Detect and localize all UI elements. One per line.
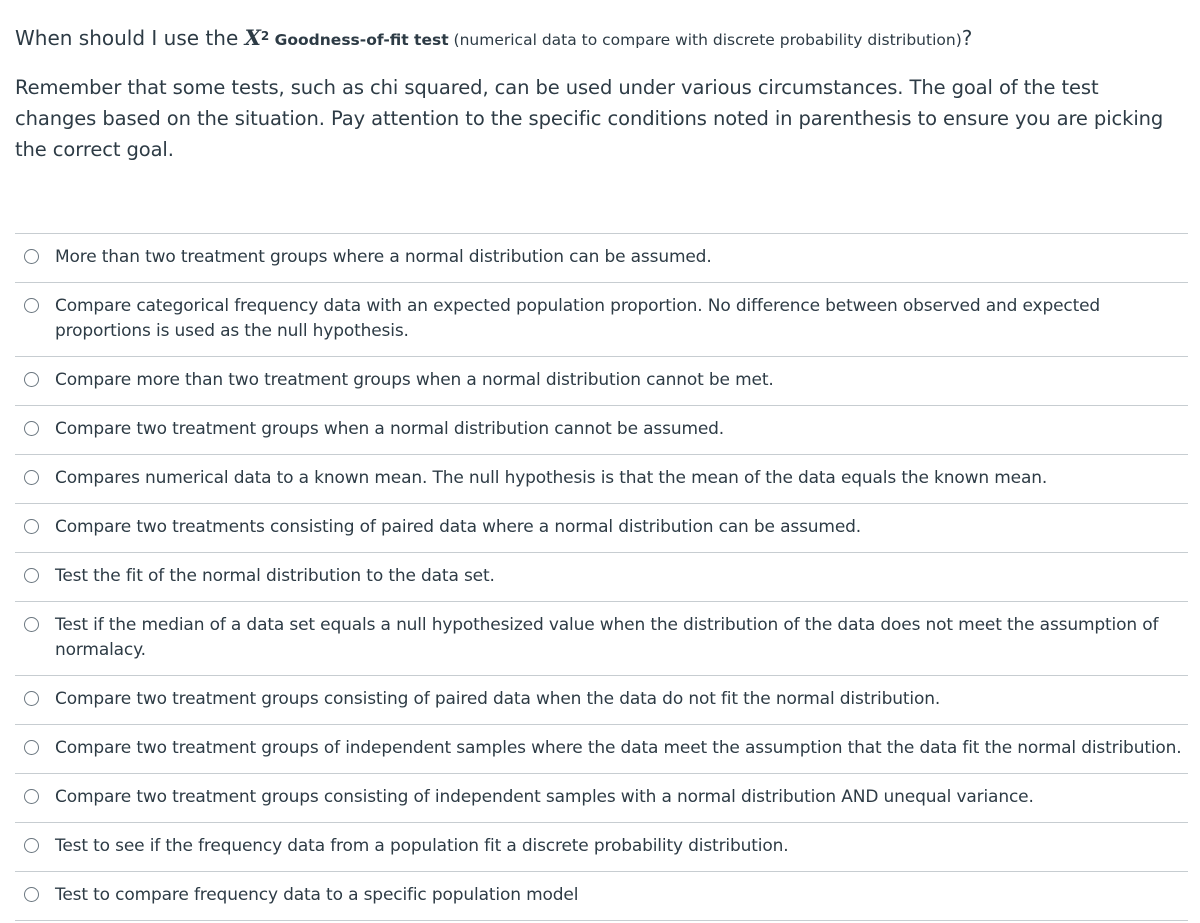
- answer-label[interactable]: Compare categorical frequency data with an expected population proportion. No difference between observed and expected proportions is used as the null hypothesis.: [55, 296, 1101, 341]
- answer-list: [15, 233, 1188, 921]
- answer-label[interactable]: Compare two treatment groups consisting of paired data when the data do not fit the normal distribution.: [55, 689, 941, 709]
- answer-label[interactable]: Compare two treatment groups when a normal distribution cannot be assumed.: [55, 419, 725, 439]
- radio-button[interactable]: [24, 568, 39, 583]
- radio-button[interactable]: [24, 249, 39, 264]
- answer-option[interactable]: [15, 676, 1188, 725]
- answer-option[interactable]: [15, 357, 1188, 406]
- answer-option[interactable]: [15, 602, 1188, 676]
- test-name: Goodness-of-fit test: [269, 31, 449, 49]
- question-block: [15, 22, 1185, 165]
- answer-option[interactable]: [15, 774, 1188, 823]
- radio-button[interactable]: [24, 298, 39, 313]
- answer-label[interactable]: Test if the median of a data set equals a null hypothesized value when the distribution of the data does not meet the assumption of normalacy.: [55, 615, 1159, 660]
- answer-label[interactable]: Compare two treatments consisting of paired data where a normal distribution can be assumed.: [55, 517, 862, 537]
- answer-option[interactable]: [15, 725, 1188, 774]
- chi-squared-symbol: $X^2$: [244, 25, 270, 50]
- answer-option[interactable]: [15, 553, 1188, 602]
- radio-button[interactable]: [24, 470, 39, 485]
- radio-button[interactable]: [24, 617, 39, 632]
- chi-superscript: 2: [260, 29, 270, 43]
- radio-button[interactable]: [24, 372, 39, 387]
- radio-button[interactable]: [24, 887, 39, 902]
- answer-option[interactable]: [15, 504, 1188, 553]
- answer-label[interactable]: Compare more than two treatment groups when a normal distribution cannot be met.: [55, 370, 774, 390]
- question-prefix: When should I use the: [15, 26, 245, 50]
- question-suffix: ?: [961, 26, 973, 50]
- question-instructions: Remember that some tests, such as chi squared, can be used under various circumstances. The goal of the test changes based on the situation. Pay attention to the specific conditions noted in parenthesis to ensure you are picking the correct goal.: [15, 76, 1164, 161]
- radio-button[interactable]: [24, 421, 39, 436]
- radio-button[interactable]: [24, 789, 39, 804]
- answer-label[interactable]: Compares numerical data to a known mean. The null hypothesis is that the mean of the data equals the known mean.: [55, 468, 1048, 488]
- question-title: [15, 22, 1185, 54]
- radio-button[interactable]: [24, 838, 39, 853]
- answer-label[interactable]: More than two treatment groups where a normal distribution can be assumed.: [55, 247, 712, 267]
- answer-label[interactable]: Compare two treatment groups of independent samples where the data meet the assumption that the data fit the normal distribution.: [55, 738, 1182, 758]
- test-qualifier: (numerical data to compare with discrete probability distribution): [448, 31, 962, 49]
- radio-button[interactable]: [24, 519, 39, 534]
- answer-option[interactable]: [15, 455, 1188, 504]
- answer-option[interactable]: [15, 234, 1188, 283]
- radio-button[interactable]: [24, 740, 39, 755]
- answer-option[interactable]: [15, 872, 1188, 921]
- answer-label[interactable]: Test to see if the frequency data from a population fit a discrete probability distribution.: [55, 836, 789, 856]
- answer-label[interactable]: Test the fit of the normal distribution to the data set.: [55, 566, 495, 586]
- answer-option[interactable]: [15, 283, 1188, 357]
- answer-label[interactable]: Test to compare frequency data to a specific population model: [55, 885, 579, 905]
- answer-option[interactable]: [15, 406, 1188, 455]
- answer-option[interactable]: [15, 823, 1188, 872]
- answer-label[interactable]: Compare two treatment groups consisting of independent samples with a normal distribution AND unequal variance.: [55, 787, 1034, 807]
- radio-button[interactable]: [24, 691, 39, 706]
